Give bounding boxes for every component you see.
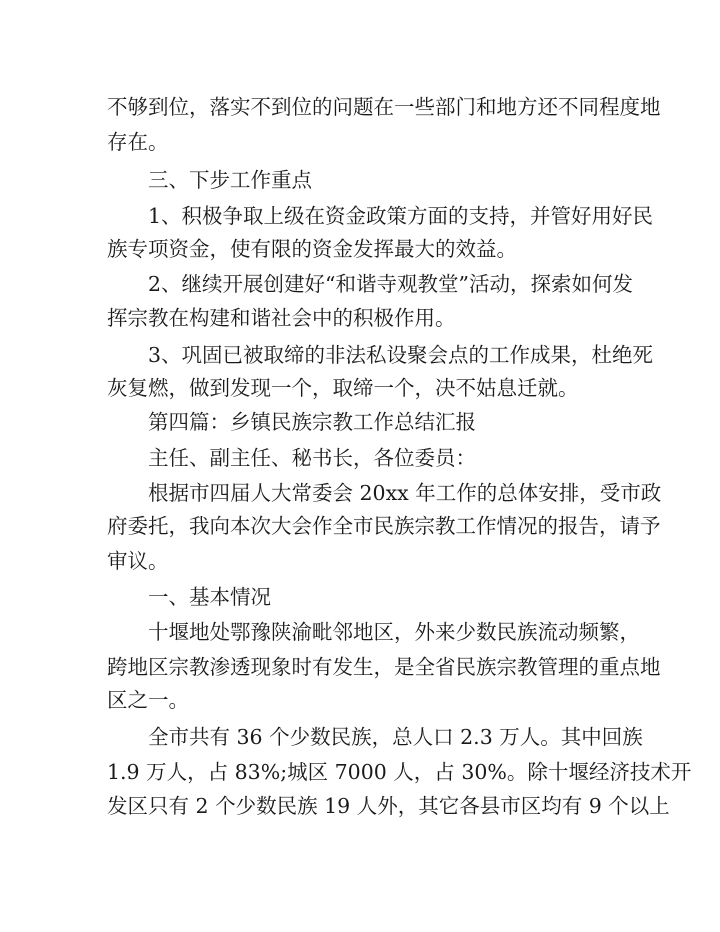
text-line: 3、巩固已被取缔的非法私设聚会点的工作成果，杜绝死 (148, 343, 654, 367)
text-line: 1.9 万人，占 83%;城区 7000 人，占 30%。除十堰经济技术开 (107, 760, 692, 784)
text-line: 全市共有 36 个少数民族，总人口 2.3 万人。其中回族 (148, 725, 643, 749)
section-heading: 一、基本情况 (148, 585, 271, 609)
text-line: 发区只有 2 个少数民族 19 人外，其它各县市区均有 9 个以上 (107, 794, 670, 818)
text-line: 不够到位，落实不到位的问题在一些部门和地方还不同程度地 (107, 95, 661, 119)
text-line: 存在。 (107, 130, 169, 154)
text-line: 根据市四届人大常委会 20xx 年工作的总体安排，受市政 (148, 481, 662, 505)
text-line: 区之一。 (107, 688, 189, 712)
text-line: 灰复燃，做到发现一个，取缔一个，决不姑息迁就。 (107, 376, 579, 400)
text-line: 2、继续开展创建好“和谐寺观教堂”活动，探索如何发 (148, 272, 634, 296)
text-line: 挥宗教在构建和谐社会中的积极作用。 (107, 306, 456, 330)
text-line: 府委托，我向本次大会作全市民族宗教工作情况的报告，请予 (107, 514, 661, 538)
text-line: 跨地区宗教渗透现象时有发生，是全省民族宗教管理的重点地 (107, 655, 661, 679)
text-line: 族专项资金，使有限的资金发挥最大的效益。 (107, 237, 517, 261)
text-line: 1、积极争取上级在资金政策方面的支持，并管好用好民 (148, 204, 654, 228)
text-line: 审议。 (107, 549, 169, 573)
text-line: 十堰地处鄂豫陕渝毗邻地区，外来少数民族流动频繁， (148, 620, 640, 644)
chapter-title: 第四篇：乡镇民族宗教工作总结汇报 (148, 410, 476, 434)
section-heading: 三、下步工作重点 (148, 168, 312, 192)
salutation: 主任、副主任、秘书长，各位委员： (148, 446, 476, 470)
